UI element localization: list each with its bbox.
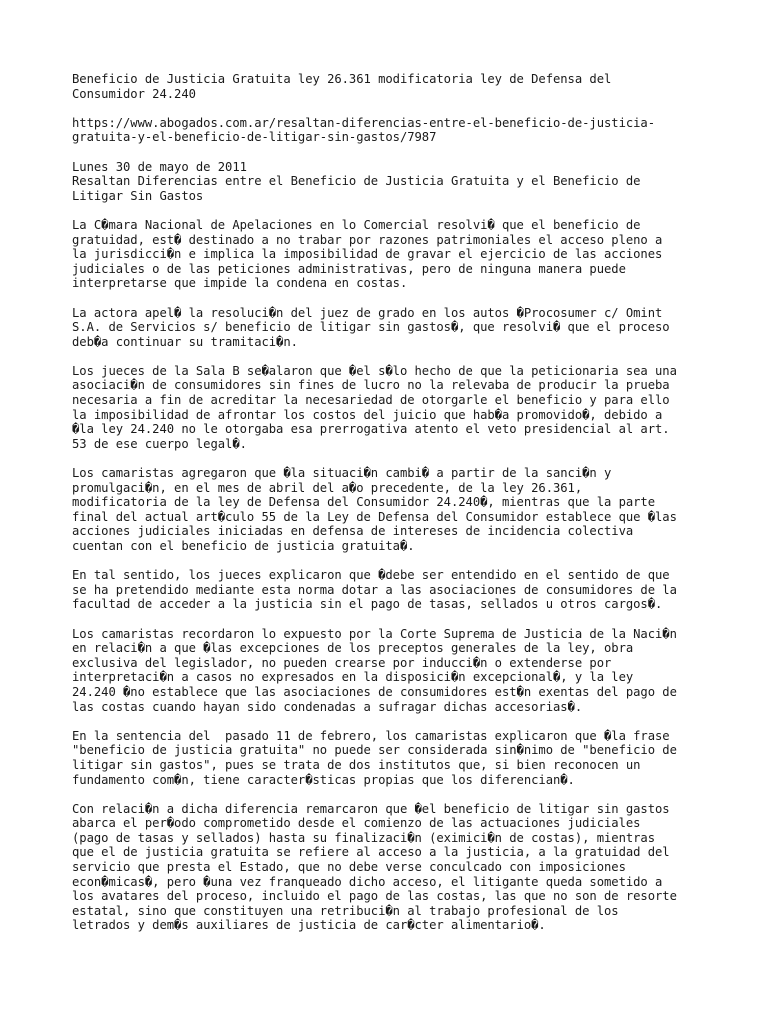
paragraph-2: La actora apel� la resoluci�n del juez de grado en los autos �Procosumer c/ Omint S.A. de Servicios s/ beneficio de litigar sin gastos�, que resolvi� que el proceso deb�a continuar su tramitaci�n. [72, 305, 670, 349]
paragraph-5: En tal sentido, los jueces explicaron que �debe ser entendido en el sentido de que se ha pretendido mediante esta norma dotar a las asociaciones de consumidores de la facultad de acceder a la justicia sin el pago de tasas, sellados u otros cargos�. [72, 568, 677, 612]
paragraph-7: En la sentencia del pasado 11 de febrero, los camaristas explicaron que �la frase "beneficio de justicia gratuita" no puede ser considerada sin�nimo de "beneficio de litigar sin gastos", pues se trata de dos institutos que, si bien reconocen un fundamento com�n, tiene caracter�sticas propias que los diferencian�. [72, 728, 677, 787]
paragraph-4: Los camaristas agregaron que �la situaci�n cambi� a partir de la sanci�n y promulgaci�n, en el mes de abril del a�o precedente, de la ley 26.361, modificatoria de la ley de Defensa del Consumidor 24.240�, mientras que la parte final del actual art�culo 55 de la Ley de Defensa del Consumidor establece que �las acciones judiciales iniciadas en defensa de intereses de incidencia colectiva cuentan con el beneficio de justicia gratuita�. [72, 466, 677, 553]
document-title: Beneficio de Justicia Gratuita ley 26.361 modificatoria ley de Defensa del Consumidor 24.240 [72, 72, 612, 101]
date-heading: Lunes 30 de mayo de 2011 Resaltan Diferencias entre el Beneficio de Justicia Gratuita y el Beneficio de Litigar Sin Gastos [72, 159, 641, 203]
document-body [72, 72, 702, 948]
paragraph-8: Con relaci�n a dicha diferencia remarcaron que �el beneficio de litigar sin gastos abarca el per�odo comprometido desde el comienzo de las actuaciones judiciales (pago de tasas y sellados) hasta su finalizaci�n (eximici�n de costas), mientras que el de justicia gratuita se refiere al acceso a la justicia, a la gratuidad del servicio que presta el Estado, que no debe verse conculcado con imposiciones econ�micas�, pero �una vez franqueado dicho acceso, el litigante queda sometido a los avatares del proceso, incluido el pago de las costas, las que no son de resorte estatal, sino que constituyen una retribuci�n al trabajo profesional de los letrados y dem�s auxiliares de justicia de car�cter alimentario�. [72, 801, 677, 933]
paragraph-3: Los jueces de la Sala B se�alaron que �el s�lo hecho de que la peticionaria sea una asociaci�n de consumidores sin fines de lucro no la relevaba de producir la prueba necesaria a fin de acreditar la necesariedad de otorgarle el beneficio y para ello la imposibilidad de afrontar los costos del juicio que hab�a promovido�, debido a �la ley 24.240 no le otorgaba esa prerrogativa atento el veto presidencial al art. 53 de ese cuerpo legal�. [72, 363, 677, 451]
paragraph-6: Los camaristas recordaron lo expuesto por la Corte Suprema de Justicia de la Naci�n en relaci�n a que �las excepciones de los preceptos generales de la ley, obra exclusiva del legislador, no pueden crearse por inducci�n o extenderse por interpretaci�n a casos no expresados en la disposici�n excepcional�, y la ley 24.240 �no establece que las asociaciones de consumidores est�n exentas del pago de las costas cuando hayan sido condenadas a sufragar dichas accesorias�. [72, 626, 677, 714]
paragraph-1: La C�mara Nacional de Apelaciones en lo Comercial resolvi� que el beneficio de gratuidad, est� destinado a no trabar por razones patrimoniales el acceso pleno a la jurisdicci�n e implica la imposibilidad de gravar el ejercicio de las acciones judiciales o de las peticiones administrativas, pero de ninguna manera puede interpretarse que impide la condena en costas. [72, 217, 663, 291]
source-url: https://www.abogados.com.ar/resaltan-diferencias-entre-el-beneficio-de-justicia- gratuita-y-el-beneficio-de-litigar-sin-gastos/7987 [72, 115, 656, 145]
